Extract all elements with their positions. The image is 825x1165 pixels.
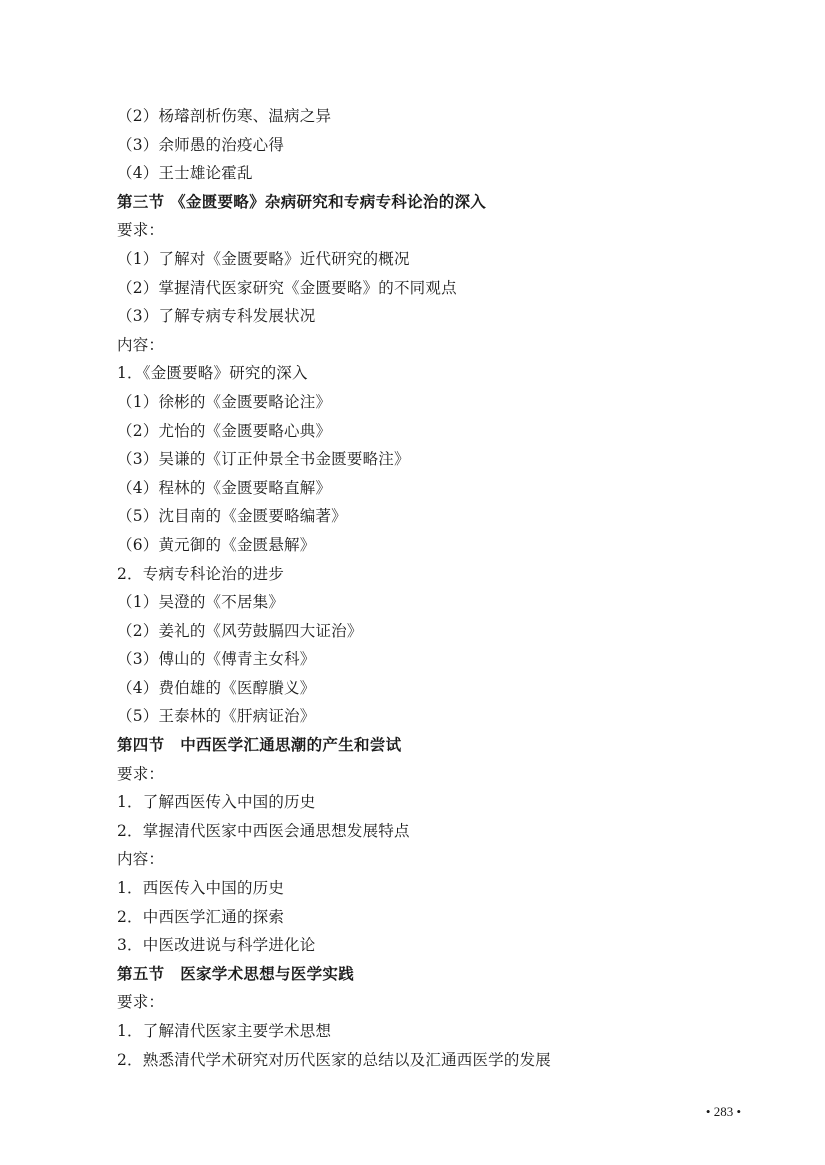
section-heading: 第四节 中西医学汇通思潮的产生和尝试: [117, 736, 402, 755]
text-line: （3）了解专病专科发展状况: [117, 307, 316, 326]
text-line: （1）吴澄的《不居集》: [117, 593, 285, 612]
text-line: 2．中西医学汇通的探索: [117, 907, 285, 926]
text-line: （1）了解对《金匮要略》近代研究的概况: [117, 249, 410, 268]
text-line: 内容：: [117, 335, 165, 354]
text-line: （4）王士雄论霍乱: [117, 164, 253, 183]
text-line: （3）余师愚的治疫心得: [117, 135, 285, 154]
text-line: （2）姜礼的《风劳鼓膈四大证治》: [117, 621, 363, 640]
section-heading: 第五节 医家学术思想与医学实践: [117, 964, 355, 983]
text-line: 要求：: [117, 993, 165, 1012]
text-line: （2）尤怡的《金匮要略心典》: [117, 421, 332, 440]
text-line: 3．中医改进说与科学进化论: [117, 936, 316, 955]
text-line: （1）徐彬的《金匮要略论注》: [117, 392, 332, 411]
text-line: （5）沈目南的《金匮要略编著》: [117, 507, 347, 526]
page-number: • 283 •: [705, 1104, 741, 1119]
text-line: 2．熟悉清代学术研究对历代医家的总结以及汇通西医学的发展: [117, 1050, 551, 1069]
text-line: （6）黄元御的《金匮悬解》: [117, 535, 316, 554]
text-line: 2．掌握清代医家中西医会通思想发展特点: [117, 821, 410, 840]
section-heading: 第三节 《金匮要略》杂病研究和专病专科论治的深入: [117, 192, 487, 211]
text-line: 1．西医传入中国的历史: [117, 879, 285, 898]
text-line: 1．了解西医传入中国的历史: [117, 793, 316, 812]
text-line: 1．了解清代医家主要学术思想: [117, 1022, 332, 1040]
text-line: （3）傅山的《傅青主女科》: [117, 650, 316, 669]
page-body: [117, 102, 757, 1074]
text-line: （4）费伯雄的《医醇賸义》: [117, 678, 316, 697]
text-line: 1．《金匮要略》研究的深入: [117, 364, 308, 383]
text-line: （5）王泰林的《肝病证治》: [117, 707, 316, 726]
text-line: 要求：: [117, 221, 165, 240]
text-line: （2）掌握清代医家研究《金匮要略》的不同观点: [117, 278, 457, 297]
text-line: （2）杨璿剖析伤寒、温病之异: [117, 107, 332, 125]
text-line: 要求：: [117, 764, 165, 783]
text-line: （3）吴谦的《订正仲景全书金匮要略注》: [117, 450, 410, 469]
text-line: 内容：: [117, 850, 165, 869]
text-line: 2．专病专科论治的进步: [117, 564, 285, 583]
text-line: （4）程林的《金匮要略直解》: [117, 478, 332, 497]
